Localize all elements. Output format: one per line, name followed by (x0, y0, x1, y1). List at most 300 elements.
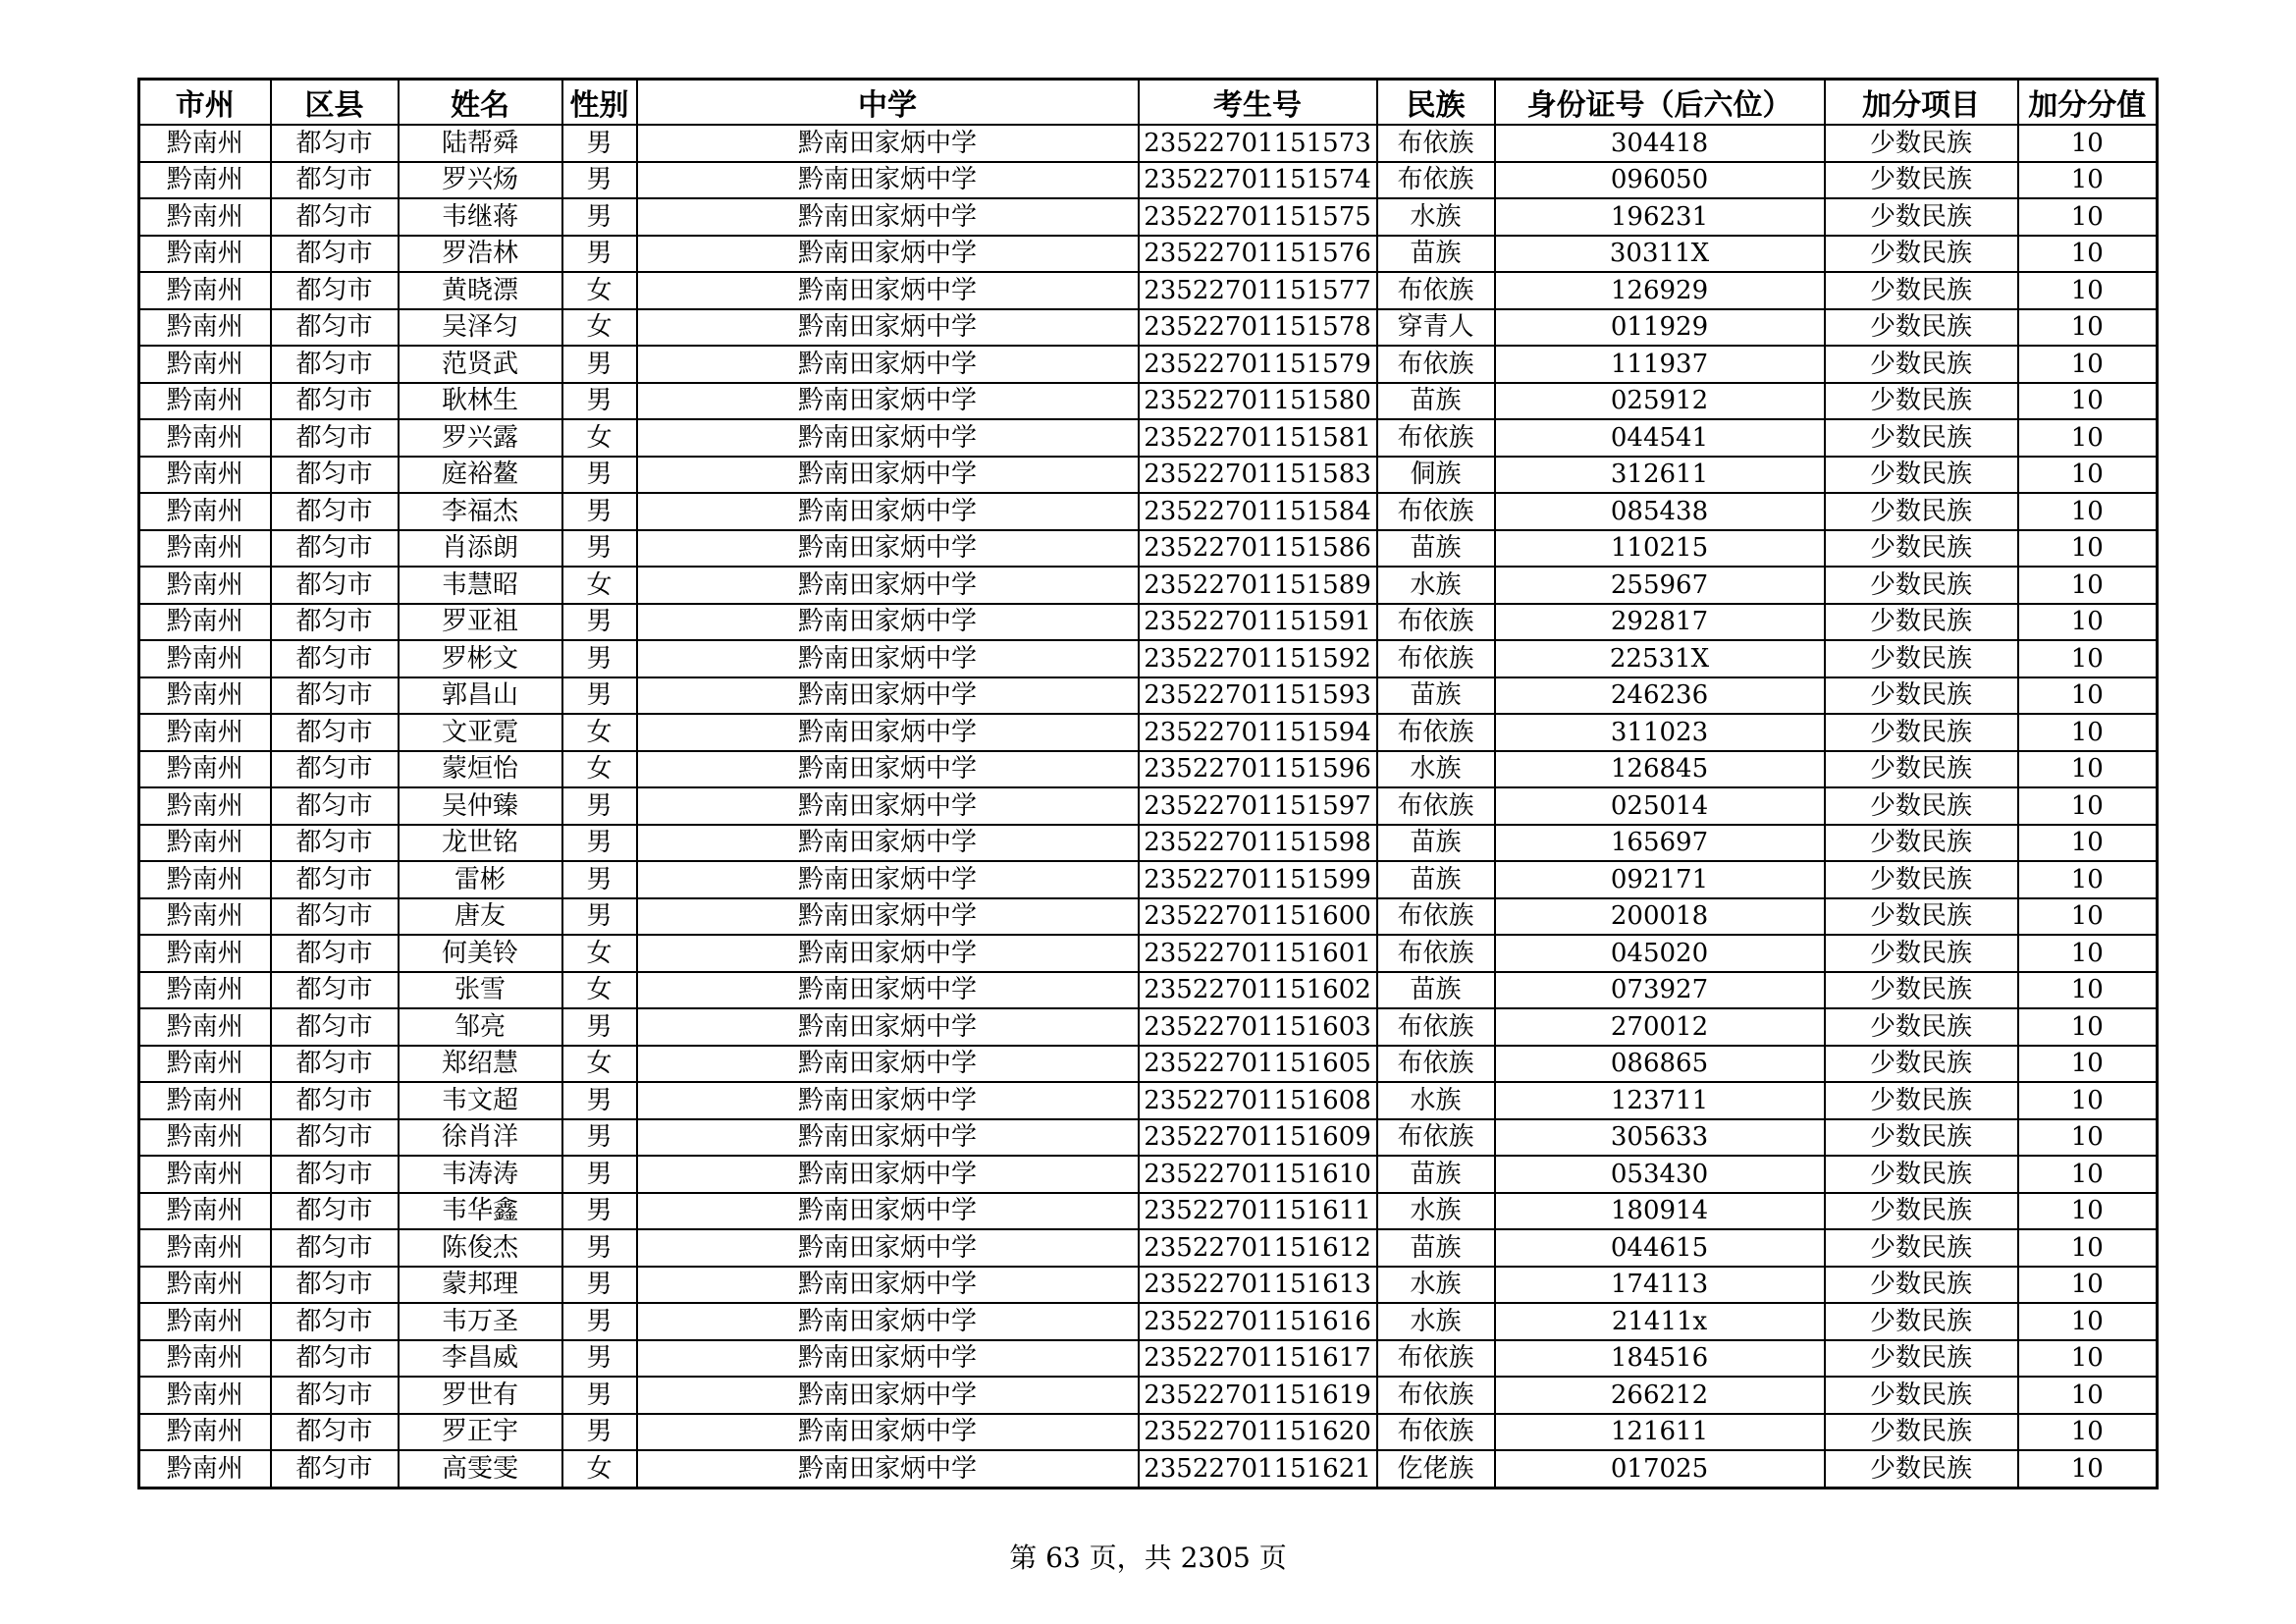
col-school-cell: 黔南田家炳中学 (637, 419, 1139, 457)
col-bonus-item-cell: 少数民族 (1825, 1119, 2018, 1157)
col-county-cell: 都匀市 (271, 1414, 399, 1451)
col-name-cell: 张雪 (399, 972, 562, 1009)
col-gender-cell: 男 (562, 1082, 637, 1119)
header-col-exam-id: 考生号 (1139, 80, 1377, 126)
col-name-cell: 吴泽匀 (399, 309, 562, 347)
col-bonus-item-cell: 少数民族 (1825, 787, 2018, 825)
col-exam-id-cell: 23522701151593 (1139, 677, 1377, 715)
col-exam-id-cell: 23522701151608 (1139, 1082, 1377, 1119)
col-name-cell: 陆帮舜 (399, 125, 562, 162)
col-id-suffix-cell: 270012 (1495, 1008, 1825, 1046)
table-row (139, 1303, 2158, 1340)
col-city-cell: 黔南州 (139, 861, 271, 898)
col-exam-id-cell: 23522701151610 (1139, 1156, 1377, 1193)
col-ethnicity-cell: 布依族 (1377, 1414, 1495, 1451)
col-name-cell: 罗亚祖 (399, 604, 562, 641)
table-row (139, 530, 2158, 568)
col-bonus-item-cell: 少数民族 (1825, 972, 2018, 1009)
col-bonus-item-cell: 少数民族 (1825, 1303, 2018, 1340)
col-gender-cell: 男 (562, 493, 637, 530)
col-bonus-item-cell: 少数民族 (1825, 493, 2018, 530)
col-school-cell: 黔南田家炳中学 (637, 383, 1139, 420)
col-city-cell: 黔南州 (139, 935, 271, 972)
col-ethnicity-cell: 侗族 (1377, 457, 1495, 494)
col-gender-cell: 男 (562, 383, 637, 420)
col-id-suffix-cell: 255967 (1495, 567, 1825, 604)
col-bonus-value-cell: 10 (2018, 1156, 2158, 1193)
col-bonus-value-cell: 10 (2018, 1267, 2158, 1304)
table-row (139, 236, 2158, 273)
col-ethnicity-cell: 苗族 (1377, 383, 1495, 420)
col-id-suffix-cell: 011929 (1495, 309, 1825, 347)
col-school-cell: 黔南田家炳中学 (637, 309, 1139, 347)
col-bonus-item-cell: 少数民族 (1825, 272, 2018, 309)
col-bonus-value-cell: 10 (2018, 272, 2158, 309)
col-school-cell: 黔南田家炳中学 (637, 714, 1139, 751)
table-row (139, 751, 2158, 788)
col-bonus-value-cell: 10 (2018, 1340, 2158, 1378)
col-city-cell: 黔南州 (139, 125, 271, 162)
col-bonus-value-cell: 10 (2018, 493, 2158, 530)
col-ethnicity-cell: 布依族 (1377, 640, 1495, 677)
table-row (139, 493, 2158, 530)
col-gender-cell: 女 (562, 714, 637, 751)
col-ethnicity-cell: 布依族 (1377, 1046, 1495, 1083)
col-bonus-item-cell: 少数民族 (1825, 383, 2018, 420)
col-id-suffix-cell: 044615 (1495, 1229, 1825, 1267)
col-bonus-item-cell: 少数民族 (1825, 1046, 2018, 1083)
col-county-cell: 都匀市 (271, 972, 399, 1009)
col-id-suffix-cell: 184516 (1495, 1340, 1825, 1378)
col-exam-id-cell: 23522701151611 (1139, 1193, 1377, 1230)
col-gender-cell: 男 (562, 1414, 637, 1451)
table-row (139, 640, 2158, 677)
col-school-cell: 黔南田家炳中学 (637, 1340, 1139, 1378)
col-exam-id-cell: 23522701151601 (1139, 935, 1377, 972)
col-id-suffix-cell: 266212 (1495, 1377, 1825, 1414)
col-school-cell: 黔南田家炳中学 (637, 1082, 1139, 1119)
col-id-suffix-cell: 121611 (1495, 1414, 1825, 1451)
col-gender-cell: 男 (562, 346, 637, 383)
col-id-suffix-cell: 174113 (1495, 1267, 1825, 1304)
col-city-cell: 黔南州 (139, 1193, 271, 1230)
table-row (139, 935, 2158, 972)
col-name-cell: 范贤武 (399, 346, 562, 383)
table-row (139, 1377, 2158, 1414)
col-bonus-value-cell: 10 (2018, 1450, 2158, 1488)
col-bonus-value-cell: 10 (2018, 309, 2158, 347)
col-bonus-item-cell: 少数民族 (1825, 714, 2018, 751)
col-id-suffix-cell: 017025 (1495, 1450, 1825, 1488)
col-gender-cell: 男 (562, 1267, 637, 1304)
col-school-cell: 黔南田家炳中学 (637, 272, 1139, 309)
col-bonus-item-cell: 少数民族 (1825, 1267, 2018, 1304)
col-id-suffix-cell: 025912 (1495, 383, 1825, 420)
col-id-suffix-cell: 086865 (1495, 1046, 1825, 1083)
col-school-cell: 黔南田家炳中学 (637, 751, 1139, 788)
col-ethnicity-cell: 仡佬族 (1377, 1450, 1495, 1488)
col-county-cell: 都匀市 (271, 493, 399, 530)
col-ethnicity-cell: 苗族 (1377, 530, 1495, 568)
col-school-cell: 黔南田家炳中学 (637, 1193, 1139, 1230)
col-bonus-value-cell: 10 (2018, 1082, 2158, 1119)
col-bonus-value-cell: 10 (2018, 1119, 2158, 1157)
col-bonus-item-cell: 少数民族 (1825, 457, 2018, 494)
table-row (139, 1046, 2158, 1083)
col-county-cell: 都匀市 (271, 346, 399, 383)
col-city-cell: 黔南州 (139, 1046, 271, 1083)
col-county-cell: 都匀市 (271, 162, 399, 199)
col-county-cell: 都匀市 (271, 272, 399, 309)
header-col-bonus-value: 加分分值 (2018, 80, 2158, 126)
col-id-suffix-cell: 096050 (1495, 162, 1825, 199)
col-bonus-value-cell: 10 (2018, 604, 2158, 641)
col-school-cell: 黔南田家炳中学 (637, 825, 1139, 862)
col-exam-id-cell: 23522701151579 (1139, 346, 1377, 383)
col-school-cell: 黔南田家炳中学 (637, 1008, 1139, 1046)
col-city-cell: 黔南州 (139, 787, 271, 825)
col-city-cell: 黔南州 (139, 677, 271, 715)
col-school-cell: 黔南田家炳中学 (637, 640, 1139, 677)
col-id-suffix-cell: 053430 (1495, 1156, 1825, 1193)
header-col-name: 姓名 (399, 80, 562, 126)
col-bonus-value-cell: 10 (2018, 751, 2158, 788)
col-id-suffix-cell: 180914 (1495, 1193, 1825, 1230)
col-gender-cell: 男 (562, 530, 637, 568)
col-exam-id-cell: 23522701151621 (1139, 1450, 1377, 1488)
col-gender-cell: 男 (562, 1340, 637, 1378)
col-exam-id-cell: 23522701151594 (1139, 714, 1377, 751)
header-col-id-suffix: 身份证号（后六位） (1495, 80, 1825, 126)
col-ethnicity-cell: 布依族 (1377, 419, 1495, 457)
col-gender-cell: 男 (562, 677, 637, 715)
col-ethnicity-cell: 穿青人 (1377, 309, 1495, 347)
col-bonus-value-cell: 10 (2018, 1303, 2158, 1340)
col-exam-id-cell: 23522701151578 (1139, 309, 1377, 347)
col-bonus-item-cell: 少数民族 (1825, 1450, 2018, 1488)
col-bonus-item-cell: 少数民族 (1825, 236, 2018, 273)
col-ethnicity-cell: 水族 (1377, 1193, 1495, 1230)
col-id-suffix-cell: 312611 (1495, 457, 1825, 494)
col-school-cell: 黔南田家炳中学 (637, 1267, 1139, 1304)
col-county-cell: 都匀市 (271, 309, 399, 347)
col-county-cell: 都匀市 (271, 604, 399, 641)
col-ethnicity-cell: 布依族 (1377, 935, 1495, 972)
col-exam-id-cell: 23522701151619 (1139, 1377, 1377, 1414)
col-exam-id-cell: 23522701151580 (1139, 383, 1377, 420)
col-school-cell: 黔南田家炳中学 (637, 972, 1139, 1009)
col-county-cell: 都匀市 (271, 1340, 399, 1378)
col-ethnicity-cell: 水族 (1377, 1303, 1495, 1340)
col-gender-cell: 男 (562, 640, 637, 677)
col-exam-id-cell: 23522701151584 (1139, 493, 1377, 530)
col-name-cell: 李昌威 (399, 1340, 562, 1378)
col-county-cell: 都匀市 (271, 861, 399, 898)
col-bonus-value-cell: 10 (2018, 825, 2158, 862)
col-gender-cell: 男 (562, 162, 637, 199)
col-bonus-value-cell: 10 (2018, 567, 2158, 604)
col-bonus-item-cell: 少数民族 (1825, 419, 2018, 457)
col-name-cell: 陈俊杰 (399, 1229, 562, 1267)
col-name-cell: 何美铃 (399, 935, 562, 972)
col-school-cell: 黔南田家炳中学 (637, 198, 1139, 236)
col-gender-cell: 男 (562, 861, 637, 898)
col-county-cell: 都匀市 (271, 714, 399, 751)
col-name-cell: 韦万圣 (399, 1303, 562, 1340)
col-ethnicity-cell: 水族 (1377, 751, 1495, 788)
col-city-cell: 黔南州 (139, 1156, 271, 1193)
table-row (139, 1450, 2158, 1488)
col-bonus-item-cell: 少数民族 (1825, 198, 2018, 236)
col-county-cell: 都匀市 (271, 640, 399, 677)
col-exam-id-cell: 23522701151612 (1139, 1229, 1377, 1267)
col-county-cell: 都匀市 (271, 787, 399, 825)
header-col-gender: 性别 (562, 80, 637, 126)
col-ethnicity-cell: 布依族 (1377, 493, 1495, 530)
col-bonus-item-cell: 少数民族 (1825, 1193, 2018, 1230)
col-gender-cell: 男 (562, 236, 637, 273)
col-gender-cell: 女 (562, 1450, 637, 1488)
col-ethnicity-cell: 水族 (1377, 1082, 1495, 1119)
col-exam-id-cell: 23522701151576 (1139, 236, 1377, 273)
table-row (139, 1119, 2158, 1157)
table-row (139, 1082, 2158, 1119)
col-school-cell: 黔南田家炳中学 (637, 162, 1139, 199)
col-exam-id-cell: 23522701151617 (1139, 1340, 1377, 1378)
col-id-suffix-cell: 165697 (1495, 825, 1825, 862)
col-bonus-value-cell: 10 (2018, 125, 2158, 162)
col-ethnicity-cell: 布依族 (1377, 898, 1495, 936)
col-county-cell: 都匀市 (271, 1267, 399, 1304)
col-gender-cell: 女 (562, 1046, 637, 1083)
col-name-cell: 郭昌山 (399, 677, 562, 715)
col-bonus-value-cell: 10 (2018, 640, 2158, 677)
col-city-cell: 黔南州 (139, 198, 271, 236)
bonus-points-table (137, 78, 2159, 1489)
header-col-city: 市州 (139, 80, 271, 126)
col-gender-cell: 男 (562, 1119, 637, 1157)
col-county-cell: 都匀市 (271, 530, 399, 568)
col-name-cell: 耿林生 (399, 383, 562, 420)
col-ethnicity-cell: 布依族 (1377, 346, 1495, 383)
col-city-cell: 黔南州 (139, 640, 271, 677)
col-name-cell: 韦继蒋 (399, 198, 562, 236)
col-bonus-item-cell: 少数民族 (1825, 1156, 2018, 1193)
col-ethnicity-cell: 苗族 (1377, 677, 1495, 715)
col-bonus-value-cell: 10 (2018, 162, 2158, 199)
col-bonus-item-cell: 少数民族 (1825, 162, 2018, 199)
col-bonus-item-cell: 少数民族 (1825, 751, 2018, 788)
col-school-cell: 黔南田家炳中学 (637, 787, 1139, 825)
col-county-cell: 都匀市 (271, 1193, 399, 1230)
col-school-cell: 黔南田家炳中学 (637, 236, 1139, 273)
col-id-suffix-cell: 304418 (1495, 125, 1825, 162)
col-exam-id-cell: 23522701151613 (1139, 1267, 1377, 1304)
col-ethnicity-cell: 布依族 (1377, 787, 1495, 825)
col-school-cell: 黔南田家炳中学 (637, 1229, 1139, 1267)
col-id-suffix-cell: 200018 (1495, 898, 1825, 936)
col-school-cell: 黔南田家炳中学 (637, 1414, 1139, 1451)
col-bonus-item-cell: 少数民族 (1825, 898, 2018, 936)
col-city-cell: 黔南州 (139, 309, 271, 347)
col-name-cell: 肖添朗 (399, 530, 562, 568)
col-city-cell: 黔南州 (139, 493, 271, 530)
col-gender-cell: 男 (562, 457, 637, 494)
col-id-suffix-cell: 085438 (1495, 493, 1825, 530)
col-bonus-item-cell: 少数民族 (1825, 1377, 2018, 1414)
table-header (139, 80, 2158, 126)
col-bonus-value-cell: 10 (2018, 1008, 2158, 1046)
col-city-cell: 黔南州 (139, 972, 271, 1009)
col-exam-id-cell: 23522701151602 (1139, 972, 1377, 1009)
col-name-cell: 罗浩林 (399, 236, 562, 273)
col-name-cell: 韦涛涛 (399, 1156, 562, 1193)
col-city-cell: 黔南州 (139, 898, 271, 936)
col-gender-cell: 男 (562, 125, 637, 162)
col-id-suffix-cell: 22531X (1495, 640, 1825, 677)
col-exam-id-cell: 23522701151583 (1139, 457, 1377, 494)
col-gender-cell: 女 (562, 751, 637, 788)
col-city-cell: 黔南州 (139, 272, 271, 309)
table-row (139, 787, 2158, 825)
col-name-cell: 唐友 (399, 898, 562, 936)
table-row (139, 1008, 2158, 1046)
col-city-cell: 黔南州 (139, 1303, 271, 1340)
col-school-cell: 黔南田家炳中学 (637, 1046, 1139, 1083)
col-name-cell: 罗世有 (399, 1377, 562, 1414)
col-bonus-item-cell: 少数民族 (1825, 604, 2018, 641)
col-gender-cell: 女 (562, 309, 637, 347)
col-gender-cell: 女 (562, 419, 637, 457)
col-exam-id-cell: 23522701151609 (1139, 1119, 1377, 1157)
col-school-cell: 黔南田家炳中学 (637, 346, 1139, 383)
table-row (139, 1229, 2158, 1267)
col-county-cell: 都匀市 (271, 1008, 399, 1046)
table-body (139, 125, 2158, 1488)
col-bonus-item-cell: 少数民族 (1825, 640, 2018, 677)
col-county-cell: 都匀市 (271, 198, 399, 236)
col-school-cell: 黔南田家炳中学 (637, 1303, 1139, 1340)
table-row (139, 1340, 2158, 1378)
table-row (139, 604, 2158, 641)
col-school-cell: 黔南田家炳中学 (637, 530, 1139, 568)
col-ethnicity-cell: 苗族 (1377, 825, 1495, 862)
col-name-cell: 高雯雯 (399, 1450, 562, 1488)
col-name-cell: 罗彬文 (399, 640, 562, 677)
col-exam-id-cell: 23522701151605 (1139, 1046, 1377, 1083)
col-bonus-value-cell: 10 (2018, 1193, 2158, 1230)
col-ethnicity-cell: 布依族 (1377, 125, 1495, 162)
col-name-cell: 庭裕鳌 (399, 457, 562, 494)
header-col-ethnicity: 民族 (1377, 80, 1495, 126)
col-county-cell: 都匀市 (271, 457, 399, 494)
col-county-cell: 都匀市 (271, 935, 399, 972)
col-exam-id-cell: 23522701151592 (1139, 640, 1377, 677)
col-bonus-value-cell: 10 (2018, 1229, 2158, 1267)
col-name-cell: 韦华鑫 (399, 1193, 562, 1230)
table-row (139, 309, 2158, 347)
col-name-cell: 蒙邦理 (399, 1267, 562, 1304)
col-gender-cell: 男 (562, 787, 637, 825)
col-city-cell: 黔南州 (139, 1414, 271, 1451)
col-exam-id-cell: 23522701151586 (1139, 530, 1377, 568)
col-city-cell: 黔南州 (139, 567, 271, 604)
col-county-cell: 都匀市 (271, 751, 399, 788)
table-row (139, 383, 2158, 420)
col-id-suffix-cell: 126929 (1495, 272, 1825, 309)
table-row (139, 1193, 2158, 1230)
col-exam-id-cell: 23522701151620 (1139, 1414, 1377, 1451)
table-row (139, 898, 2158, 936)
col-county-cell: 都匀市 (271, 1156, 399, 1193)
col-id-suffix-cell: 092171 (1495, 861, 1825, 898)
col-exam-id-cell: 23522701151599 (1139, 861, 1377, 898)
col-city-cell: 黔南州 (139, 714, 271, 751)
col-ethnicity-cell: 水族 (1377, 567, 1495, 604)
col-school-cell: 黔南田家炳中学 (637, 898, 1139, 936)
col-exam-id-cell: 23522701151581 (1139, 419, 1377, 457)
col-bonus-value-cell: 10 (2018, 787, 2158, 825)
col-county-cell: 都匀市 (271, 1303, 399, 1340)
col-ethnicity-cell: 苗族 (1377, 236, 1495, 273)
col-county-cell: 都匀市 (271, 383, 399, 420)
col-county-cell: 都匀市 (271, 677, 399, 715)
col-school-cell: 黔南田家炳中学 (637, 493, 1139, 530)
table-row (139, 972, 2158, 1009)
table-row (139, 419, 2158, 457)
col-bonus-value-cell: 10 (2018, 861, 2158, 898)
col-city-cell: 黔南州 (139, 604, 271, 641)
col-gender-cell: 女 (562, 935, 637, 972)
col-school-cell: 黔南田家炳中学 (637, 861, 1139, 898)
col-exam-id-cell: 23522701151575 (1139, 198, 1377, 236)
col-county-cell: 都匀市 (271, 1082, 399, 1119)
table-row (139, 825, 2158, 862)
col-bonus-value-cell: 10 (2018, 677, 2158, 715)
col-name-cell: 韦文超 (399, 1082, 562, 1119)
col-city-cell: 黔南州 (139, 1082, 271, 1119)
col-city-cell: 黔南州 (139, 1267, 271, 1304)
col-ethnicity-cell: 布依族 (1377, 162, 1495, 199)
col-gender-cell: 男 (562, 1008, 637, 1046)
col-gender-cell: 男 (562, 1156, 637, 1193)
col-id-suffix-cell: 292817 (1495, 604, 1825, 641)
table-row (139, 272, 2158, 309)
col-bonus-item-cell: 少数民族 (1825, 567, 2018, 604)
col-bonus-item-cell: 少数民族 (1825, 1414, 2018, 1451)
col-name-cell: 罗兴炀 (399, 162, 562, 199)
col-id-suffix-cell: 30311X (1495, 236, 1825, 273)
col-ethnicity-cell: 水族 (1377, 198, 1495, 236)
col-exam-id-cell: 23522701151597 (1139, 787, 1377, 825)
col-bonus-value-cell: 10 (2018, 198, 2158, 236)
header-col-bonus-item: 加分项目 (1825, 80, 2018, 126)
col-city-cell: 黔南州 (139, 419, 271, 457)
col-bonus-item-cell: 少数民族 (1825, 825, 2018, 862)
col-gender-cell: 男 (562, 1377, 637, 1414)
col-id-suffix-cell: 311023 (1495, 714, 1825, 751)
col-city-cell: 黔南州 (139, 1229, 271, 1267)
table-row (139, 346, 2158, 383)
col-county-cell: 都匀市 (271, 1119, 399, 1157)
col-name-cell: 龙世铭 (399, 825, 562, 862)
col-city-cell: 黔南州 (139, 346, 271, 383)
col-gender-cell: 女 (562, 272, 637, 309)
col-ethnicity-cell: 布依族 (1377, 604, 1495, 641)
col-city-cell: 黔南州 (139, 1450, 271, 1488)
table-row (139, 1414, 2158, 1451)
col-bonus-item-cell: 少数民族 (1825, 346, 2018, 383)
